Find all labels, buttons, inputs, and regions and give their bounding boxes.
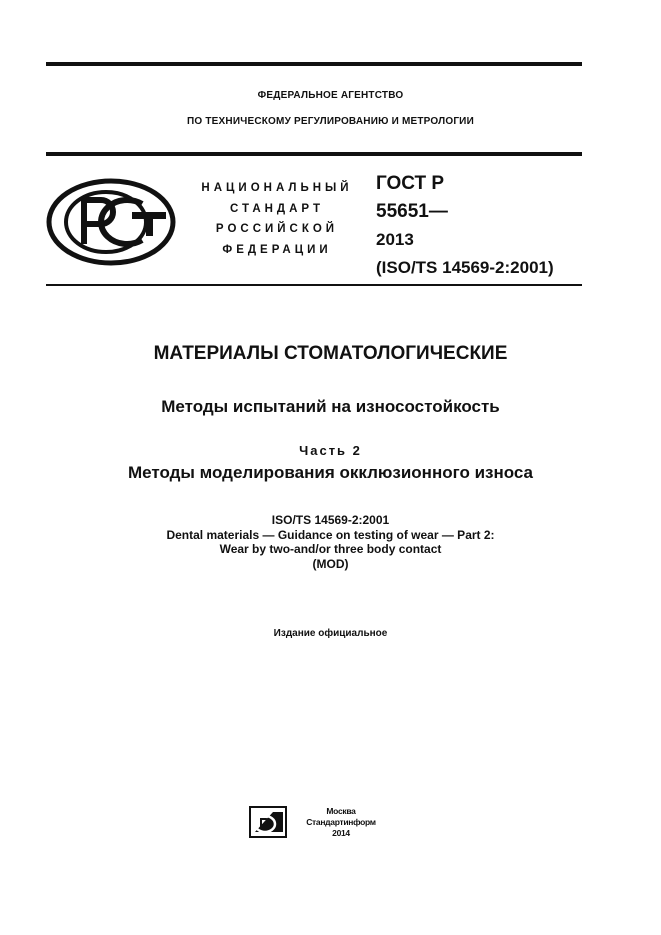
national-line: СТАНДАРТ: [230, 202, 324, 215]
standard-code-line-1: ГОСТ Р: [376, 173, 445, 194]
header-rule: [46, 152, 582, 156]
iso-code: ISO/TS 14569-2:2001: [271, 513, 390, 527]
masthead-rule: [46, 284, 582, 286]
standard-code-line-2: 55651—: [376, 201, 448, 222]
edition-label: Издание официальное: [273, 628, 388, 639]
iso-title-line-2: Wear by two-and/or three body contact: [219, 542, 442, 556]
publisher-year: 2014: [332, 828, 350, 838]
part-label: Часть 2: [299, 443, 362, 458]
standard-code: [376, 170, 554, 282]
subtitle: Методы испытаний на износостойкость: [161, 397, 500, 416]
standard-code-line-3: 2013: [376, 230, 414, 249]
agency-line-2: ПО ТЕХНИЧЕСКОМУ РЕГУЛИРОВАНИЮ И МЕТРОЛОГИИ: [187, 116, 474, 127]
national-line: ФЕДЕРАЦИИ: [222, 243, 332, 256]
standard-code-line-4: (ISO/TS 14569-2:2001): [376, 258, 554, 277]
national-line: НАЦИОНАЛЬНЫЙ: [201, 182, 353, 194]
standartinform-logo-icon: [249, 806, 287, 838]
publisher-info: [296, 806, 386, 839]
gost-r-logo-icon: [46, 178, 176, 266]
agency-line-1: ФЕДЕРАЛЬНОЕ АГЕНТСТВО: [257, 90, 404, 101]
iso-title-line-3: (MOD): [312, 556, 349, 571]
publisher-name: Стандартинформ: [306, 817, 376, 827]
national-line: РОССИЙСКОЙ: [215, 223, 339, 235]
national-standard-label: [186, 178, 368, 260]
part-title: Методы моделирования окклюзионного износа: [127, 463, 534, 482]
iso-reference: [0, 513, 661, 571]
main-title: МАТЕРИАЛЫ СТОМАТОЛОГИЧЕСКИЕ: [153, 343, 508, 364]
iso-title-line-1: Dental materials — Guidance on testing of wear — Part 2:: [166, 527, 495, 542]
publisher-city: Москва: [326, 806, 356, 816]
top-rule: [46, 62, 582, 66]
